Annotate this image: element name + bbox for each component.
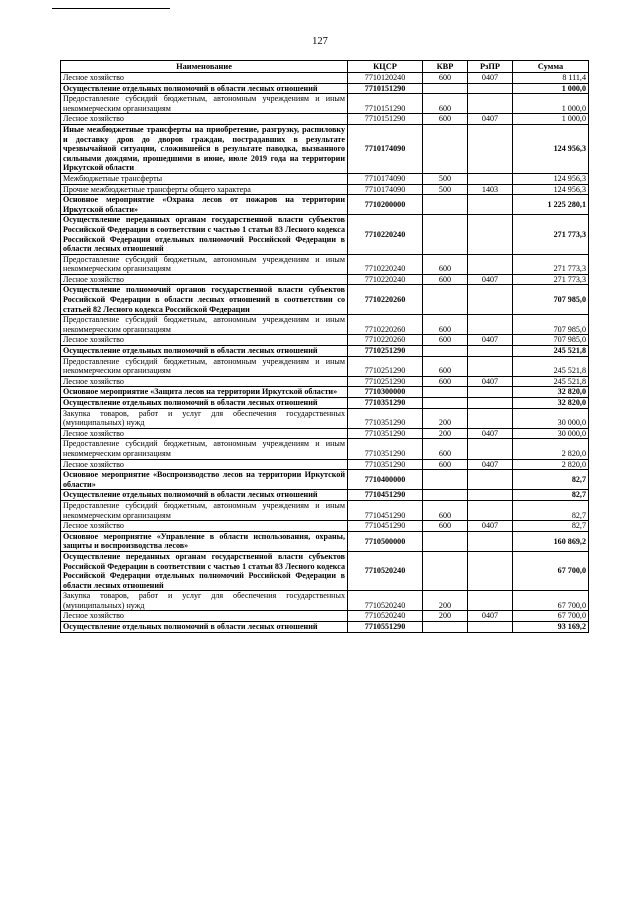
row-kcsr-cell: 7710351290 <box>348 398 423 409</box>
row-rzpr-cell <box>468 285 513 315</box>
row-sum-cell: 67 700,0 <box>513 611 589 622</box>
row-name-cell: Предоставление субсидий бюджетным, автономным учреждениям и иным некоммерческим организациям <box>61 254 348 274</box>
row-rzpr-cell <box>468 622 513 633</box>
row-sum-cell: 124 956,3 <box>513 173 589 184</box>
row-kcsr-cell: 7710300000 <box>348 387 423 398</box>
row-name-cell: Лесное хозяйство <box>61 335 348 346</box>
row-kcsr-cell: 7710151290 <box>348 94 423 114</box>
row-name-cell: Осуществление отдельных полномочий в области лесных отношений <box>61 346 348 357</box>
row-sum-cell: 32 820,0 <box>513 387 589 398</box>
row-kvr-cell: 600 <box>423 356 468 376</box>
row-kcsr-cell: 7710200000 <box>348 195 423 215</box>
row-sum-cell: 245 521,8 <box>513 376 589 387</box>
row-sum-cell: 32 820,0 <box>513 398 589 409</box>
row-sum-cell: 1 225 280,1 <box>513 195 589 215</box>
row-sum-cell: 82,7 <box>513 500 589 520</box>
row-name-cell: Предоставление субсидий бюджетным, автономным учреждениям и иным некоммерческим организациям <box>61 500 348 520</box>
row-kvr-cell <box>423 490 468 501</box>
row-name-cell: Лесное хозяйство <box>61 459 348 470</box>
table-row <box>61 285 589 315</box>
table-row <box>61 428 589 439</box>
table-row <box>61 387 589 398</box>
row-name-cell: Осуществление отдельных полномочий в области лесных отношений <box>61 490 348 501</box>
table-row <box>61 73 589 84</box>
row-kvr-cell <box>423 124 468 173</box>
row-kcsr-cell: 7710351290 <box>348 428 423 439</box>
row-kvr-cell <box>423 285 468 315</box>
row-kcsr-cell: 7710451290 <box>348 500 423 520</box>
row-kcsr-cell: 7710220240 <box>348 274 423 285</box>
row-rzpr-cell <box>468 490 513 501</box>
row-name-cell: Лесное хозяйство <box>61 521 348 532</box>
row-sum-cell: 245 521,8 <box>513 356 589 376</box>
row-sum-cell: 271 773,3 <box>513 274 589 285</box>
row-sum-cell: 1 000,0 <box>513 94 589 114</box>
header-kvr: КВР <box>423 61 468 73</box>
row-kvr-cell: 600 <box>423 376 468 387</box>
row-kcsr-cell: 7710174090 <box>348 173 423 184</box>
table-row <box>61 591 589 611</box>
row-rzpr-cell <box>468 254 513 274</box>
row-name-cell: Основное мероприятие «Защита лесов на территории Иркутской области» <box>61 387 348 398</box>
row-rzpr-cell <box>468 124 513 173</box>
row-kcsr-cell: 7710174090 <box>348 124 423 173</box>
row-name-cell: Осуществление переданных органам государственной власти субъектов Российской Федерации в соответствии с частью 1 статьи 83 Лесного кодекса Российской Федерации отдельных полномочий Российской Федерации в области лесных отношений <box>61 215 348 254</box>
row-name-cell: Предоставление субсидий бюджетным, автономным учреждениям и иным некоммерческим организациям <box>61 315 348 335</box>
row-name-cell: Лесное хозяйство <box>61 73 348 84</box>
row-kcsr-cell: 7710451290 <box>348 490 423 501</box>
table-row <box>61 124 589 173</box>
row-rzpr-cell <box>468 173 513 184</box>
row-rzpr-cell <box>468 315 513 335</box>
row-kcsr-cell: 7710251290 <box>348 356 423 376</box>
row-kcsr-cell: 7710151290 <box>348 114 423 125</box>
row-kvr-cell <box>423 195 468 215</box>
row-name-cell: Основное мероприятие «Управление в области использования, охраны, защиты и воспроизводства лесов» <box>61 531 348 551</box>
row-kcsr-cell: 7710351290 <box>348 439 423 459</box>
row-name-cell: Осуществление полномочий органов государственной власти субъектов Российской Федерации в области лесных отношений в соответствии со статьей 82 Лесного кодекса Российской Федерации <box>61 285 348 315</box>
row-name-cell: Лесное хозяйство <box>61 376 348 387</box>
row-kcsr-cell: 7710151290 <box>348 83 423 94</box>
row-rzpr-cell <box>468 500 513 520</box>
row-name-cell: Межбюджетные трансферты <box>61 173 348 184</box>
row-rzpr-cell <box>468 470 513 490</box>
row-name-cell: Закупка товаров, работ и услуг для обеспечения государственных (муниципальных) нужд <box>61 408 348 428</box>
row-kvr-cell <box>423 398 468 409</box>
row-kcsr-cell: 7710251290 <box>348 376 423 387</box>
row-kvr-cell: 200 <box>423 591 468 611</box>
row-kvr-cell: 600 <box>423 73 468 84</box>
row-kvr-cell: 600 <box>423 335 468 346</box>
row-kvr-cell <box>423 215 468 254</box>
table-row <box>61 184 589 195</box>
row-sum-cell: 8 111,4 <box>513 73 589 84</box>
row-name-cell: Предоставление субсидий бюджетным, автономным учреждениям и иным некоммерческим организациям <box>61 94 348 114</box>
table-row <box>61 439 589 459</box>
row-sum-cell: 271 773,3 <box>513 254 589 274</box>
row-name-cell: Основное мероприятие «Охрана лесов от пожаров на территории Иркутской области» <box>61 195 348 215</box>
table-row <box>61 215 589 254</box>
row-kvr-cell: 600 <box>423 254 468 274</box>
row-sum-cell: 82,7 <box>513 470 589 490</box>
row-sum-cell: 2 820,0 <box>513 459 589 470</box>
row-rzpr-cell: 0407 <box>468 114 513 125</box>
row-sum-cell: 93 169,2 <box>513 622 589 633</box>
row-rzpr-cell <box>468 346 513 357</box>
row-rzpr-cell <box>468 398 513 409</box>
row-kvr-cell: 600 <box>423 500 468 520</box>
row-kvr-cell: 600 <box>423 459 468 470</box>
table-row <box>61 490 589 501</box>
row-name-cell: Основное мероприятие «Воспроизводство лесов на территории Иркутской области» <box>61 470 348 490</box>
row-rzpr-cell: 0407 <box>468 335 513 346</box>
row-kvr-cell: 600 <box>423 114 468 125</box>
row-rzpr-cell: 0407 <box>468 428 513 439</box>
table-row <box>61 470 589 490</box>
row-name-cell: Лесное хозяйство <box>61 274 348 285</box>
row-rzpr-cell <box>468 195 513 215</box>
row-kvr-cell <box>423 387 468 398</box>
row-kvr-cell: 200 <box>423 428 468 439</box>
table-row <box>61 274 589 285</box>
row-rzpr-cell <box>468 94 513 114</box>
header-sum: Сумма <box>513 61 589 73</box>
row-rzpr-cell <box>468 531 513 551</box>
row-sum-cell: 82,7 <box>513 490 589 501</box>
row-kcsr-cell: 7710551290 <box>348 622 423 633</box>
row-name-cell: Предоставление субсидий бюджетным, автономным учреждениям и иным некоммерческим организациям <box>61 439 348 459</box>
row-rzpr-cell <box>468 551 513 590</box>
row-kcsr-cell: 7710220240 <box>348 254 423 274</box>
row-kvr-cell <box>423 346 468 357</box>
table-row <box>61 376 589 387</box>
row-rzpr-cell: 1403 <box>468 184 513 195</box>
table-row <box>61 521 589 532</box>
table-row <box>61 83 589 94</box>
row-sum-cell: 82,7 <box>513 521 589 532</box>
row-kvr-cell <box>423 551 468 590</box>
table-row <box>61 531 589 551</box>
row-name-cell: Лесное хозяйство <box>61 114 348 125</box>
row-rzpr-cell: 0407 <box>468 376 513 387</box>
row-kcsr-cell: 7710520240 <box>348 591 423 611</box>
row-sum-cell: 707 985,0 <box>513 335 589 346</box>
row-name-cell: Лесное хозяйство <box>61 428 348 439</box>
row-kvr-cell <box>423 531 468 551</box>
row-name-cell: Лесное хозяйство <box>61 611 348 622</box>
row-name-cell: Предоставление субсидий бюджетным, автономным учреждениям и иным некоммерческим организациям <box>61 356 348 376</box>
top-rule <box>52 8 170 9</box>
table-row <box>61 114 589 125</box>
header-name: Наименование <box>61 61 348 73</box>
row-name-cell: Осуществление отдельных полномочий в области лесных отношений <box>61 622 348 633</box>
row-kcsr-cell: 7710451290 <box>348 521 423 532</box>
table-row <box>61 173 589 184</box>
header-rzpr: РзПР <box>468 61 513 73</box>
row-rzpr-cell <box>468 387 513 398</box>
row-rzpr-cell: 0407 <box>468 459 513 470</box>
table-row <box>61 398 589 409</box>
row-kcsr-cell: 7710520240 <box>348 611 423 622</box>
row-sum-cell: 1 000,0 <box>513 83 589 94</box>
row-kvr-cell: 600 <box>423 274 468 285</box>
table-row <box>61 254 589 274</box>
row-kcsr-cell: 7710351290 <box>348 408 423 428</box>
row-kvr-cell: 600 <box>423 521 468 532</box>
row-sum-cell: 30 000,0 <box>513 428 589 439</box>
row-kcsr-cell: 7710520240 <box>348 551 423 590</box>
row-name-cell: Прочие межбюджетные трансферты общего характера <box>61 184 348 195</box>
row-sum-cell: 160 869,2 <box>513 531 589 551</box>
row-sum-cell: 271 773,3 <box>513 215 589 254</box>
table-row <box>61 459 589 470</box>
row-kcsr-cell: 7710220240 <box>348 215 423 254</box>
row-sum-cell: 30 000,0 <box>513 408 589 428</box>
row-sum-cell: 67 700,0 <box>513 591 589 611</box>
page-number: 127 <box>312 36 328 47</box>
row-sum-cell: 67 700,0 <box>513 551 589 590</box>
table-row <box>61 551 589 590</box>
row-kcsr-cell: 7710251290 <box>348 346 423 357</box>
row-kvr-cell: 200 <box>423 611 468 622</box>
table-row <box>61 611 589 622</box>
row-rzpr-cell <box>468 591 513 611</box>
row-kcsr-cell: 7710400000 <box>348 470 423 490</box>
row-rzpr-cell: 0407 <box>468 274 513 285</box>
row-name-cell: Закупка товаров, работ и услуг для обеспечения государственных (муниципальных) нужд <box>61 591 348 611</box>
row-kvr-cell <box>423 83 468 94</box>
row-sum-cell: 707 985,0 <box>513 315 589 335</box>
row-kcsr-cell: 7710220260 <box>348 285 423 315</box>
row-kvr-cell: 600 <box>423 439 468 459</box>
row-kcsr-cell: 7710220260 <box>348 335 423 346</box>
row-sum-cell: 707 985,0 <box>513 285 589 315</box>
row-kvr-cell: 600 <box>423 315 468 335</box>
table-row <box>61 195 589 215</box>
row-kcsr-cell: 7710500000 <box>348 531 423 551</box>
table-row <box>61 346 589 357</box>
row-kvr-cell: 500 <box>423 173 468 184</box>
row-rzpr-cell <box>468 356 513 376</box>
table-row <box>61 356 589 376</box>
row-name-cell: Осуществление отдельных полномочий в области лесных отношений <box>61 83 348 94</box>
row-kcsr-cell: 7710220260 <box>348 315 423 335</box>
row-kvr-cell: 500 <box>423 184 468 195</box>
row-kvr-cell: 600 <box>423 94 468 114</box>
row-rzpr-cell <box>468 83 513 94</box>
row-sum-cell: 124 956,3 <box>513 124 589 173</box>
row-name-cell: Осуществление отдельных полномочий в области лесных отношений <box>61 398 348 409</box>
row-rzpr-cell: 0407 <box>468 521 513 532</box>
row-kcsr-cell: 7710120240 <box>348 73 423 84</box>
table-header-row <box>61 61 589 73</box>
budget-table <box>60 60 589 633</box>
table-row <box>61 335 589 346</box>
table-row <box>61 622 589 633</box>
row-sum-cell: 1 000,0 <box>513 114 589 125</box>
table-body <box>61 73 589 633</box>
table-row <box>61 94 589 114</box>
table-row <box>61 500 589 520</box>
table-row <box>61 315 589 335</box>
row-kvr-cell <box>423 622 468 633</box>
row-rzpr-cell <box>468 215 513 254</box>
row-rzpr-cell <box>468 439 513 459</box>
row-name-cell: Иные межбюджетные трансферты на приобретение, разгрузку, распиловку и доставку дров до дворов граждан, пострадавших в результате чрезвычайной ситуации, сложившейся в результате паводка, вызванного сильными дождями, прошедшими в июне, июле 2019 года на территории Иркутской области <box>61 124 348 173</box>
row-name-cell: Осуществление переданных органам государственной власти субъектов Российской Федерации в соответствии с частью 1 статьи 83 Лесного кодекса Российской Федерации отдельных полномочий Российской Федерации в области лесных отношений <box>61 551 348 590</box>
row-sum-cell: 124 956,3 <box>513 184 589 195</box>
header-kcsr: КЦСР <box>348 61 423 73</box>
row-kvr-cell: 200 <box>423 408 468 428</box>
row-rzpr-cell: 0407 <box>468 73 513 84</box>
row-kcsr-cell: 7710351290 <box>348 459 423 470</box>
row-kvr-cell <box>423 470 468 490</box>
row-sum-cell: 2 820,0 <box>513 439 589 459</box>
row-rzpr-cell <box>468 408 513 428</box>
row-sum-cell: 245 521,8 <box>513 346 589 357</box>
table-row <box>61 408 589 428</box>
row-kcsr-cell: 7710174090 <box>348 184 423 195</box>
row-rzpr-cell: 0407 <box>468 611 513 622</box>
